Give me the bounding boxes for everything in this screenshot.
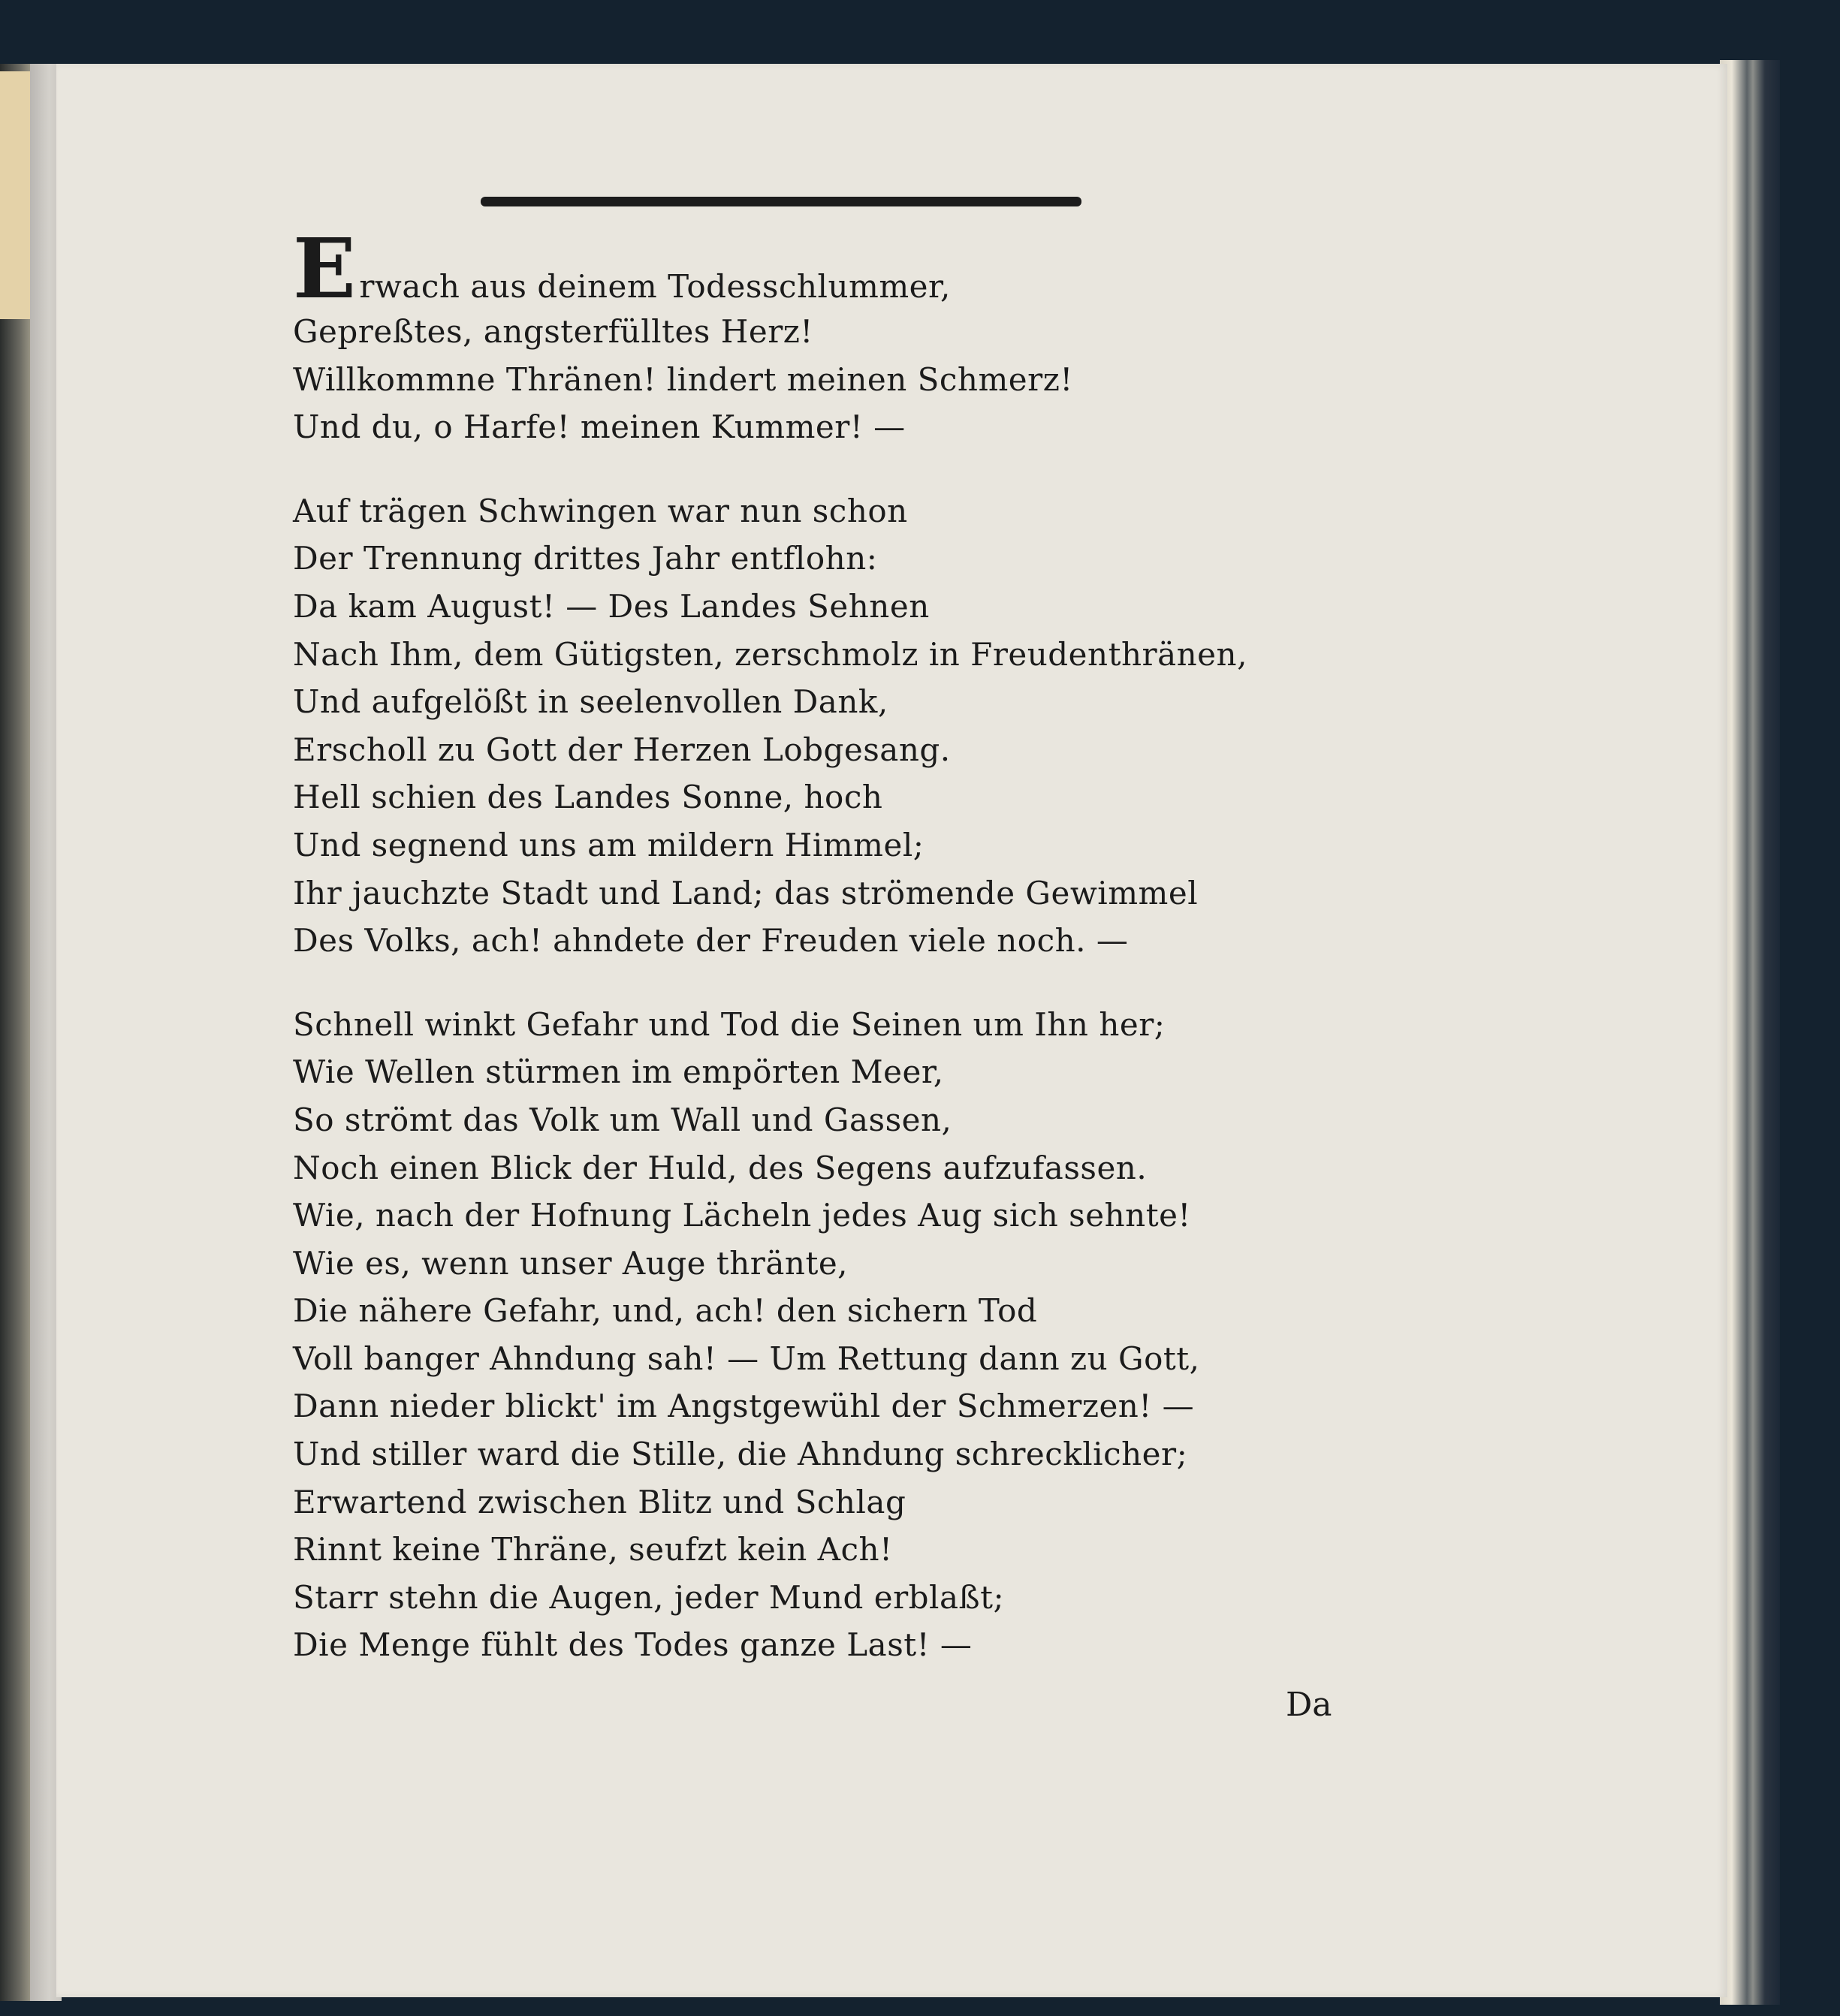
poem-line: Ihr jauchzte Stadt und Land; das strömende Gewimmel [293,874,1199,912]
poem-line: Nach Ihm, dem Gütigsten, zerschmolz in Freudenthränen, [293,635,1247,673]
poem-line: Dann nieder blickt' im Angstgewühl der Schmerzen! — [293,1388,1195,1425]
poem-line: Starr stehn die Augen, jeder Mund erblaßt; [293,1578,1005,1616]
poem-line: Rinnt keine Thräne, seufzt kein Ach! [293,1531,893,1569]
stanza-2 [293,487,1374,965]
poem-line: Erwartend zwischen Blitz und Schlag [293,1483,906,1520]
poem-line: Und stiller ward die Stille, die Ahndung schrecklicher; [293,1436,1188,1473]
drop-cap: E [293,220,357,317]
first-line-text: rwach aus deinem Todesschlummer, [359,268,951,305]
poem-line: Voll banger Ahndung sah! — Um Rettung dann zu Gott, [293,1339,1200,1377]
poem-text [293,220,1374,1669]
page-edge-stack [1720,60,1780,2005]
poem-line: Und segnend uns am mildern Himmel; [293,826,925,863]
ornamental-rule [481,197,1081,206]
poem-line: Auf trägen Schwingen war nun schon [293,492,908,529]
poem-line: Und du, o Harfe! meinen Kummer! — [293,408,906,446]
binding-tab [0,71,32,319]
stanza-3 [293,1001,1374,1669]
poem-line: Noch einen Blick der Huld, des Segens aufzufassen. [293,1149,1148,1186]
poem-line: Gepreßtes, angsterfülltes Herz! [293,313,813,350]
poem-line: Erscholl zu Gott der Herzen Lobgesang. [293,731,951,768]
poem-line: Die nähere Gefahr, und, ach! den sichern Tod [293,1292,1038,1330]
poem-line: Der Trennung drittes Jahr entflohn: [293,540,878,577]
poem-line: So strömt das Volk um Wall und Gassen, [293,1101,952,1138]
poem-line: Und aufgelößt in seelenvollen Dank, [293,683,888,721]
catchword: Da [1286,1686,1332,1724]
poem-line: Willkommne Thränen! lindert meinen Schmerz! [293,360,1073,398]
poem-line: Da kam August! — Des Landes Sehnen [293,587,930,625]
poem-line: Schnell winkt Gefahr und Tod die Seinen um Ihn her; [293,1005,1166,1043]
stanza-1 [293,308,1374,451]
poem-line: Hell schien des Landes Sonne, hoch [293,779,883,816]
poem-first-line [293,220,1374,317]
poem-line: Des Volks, ach! ahndete der Freuden viele noch. — [293,922,1129,960]
poem-line: Wie es, wenn unser Auge thränte, [293,1244,849,1282]
poem-line: Wie Wellen stürmen im empörten Meer, [293,1053,944,1091]
poem-line: Wie, nach der Hofnung Lächeln jedes Aug sich sehnte! [293,1197,1191,1234]
poem-line: Die Menge fühlt des Todes ganze Last! — [293,1626,973,1664]
